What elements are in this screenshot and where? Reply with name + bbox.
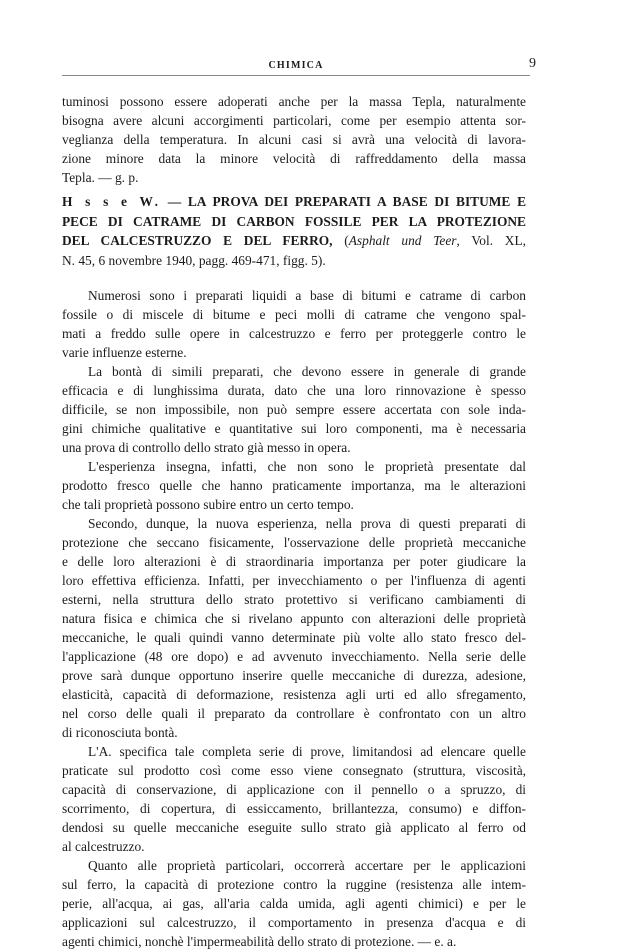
text-line: agenti chimici, nonchè l'impermeabilità dello strato di protezione. — e. a. — [62, 934, 457, 949]
running-title: CHIMICA — [268, 60, 324, 71]
text-line: Quanto alle proprietà particolari, occorrerà accertare per le applicazioni — [88, 858, 526, 873]
heading-line — [62, 192, 526, 212]
text-line: e delle loro alterazioni è di straordinaria importanza per poter giudicare la — [62, 554, 526, 569]
text-line: La bontà di simili preparati, che devono essere in generale di grande — [88, 364, 526, 379]
text-line: applicazioni sul calcestruzzo, il comportamento in presenza d'acqua e di — [62, 915, 526, 930]
text-line: praticate sul prodotto così come esso viene consegnato (struttura, viscosità, — [62, 763, 526, 778]
text-line: L'esperienza insegna, infatti, che non sono le proprietà presentate dal — [88, 459, 526, 474]
source-journal: Asphalt und Teer — [348, 233, 457, 248]
text-line: loro effettiva efficienza. Infatti, per invecchiamento o per l'influenza di agenti — [62, 573, 526, 588]
heading-line: PECE DI CATRAME DI CARBON FOSSILE PER LA PROTEZIONE — [62, 213, 526, 229]
text-line: sul ferro, la capacità di protezione contro la ruggine (resistenza alle intem- — [62, 877, 526, 892]
text-line: prove sarà dunque opportuno inserire quelle meccaniche di durezza, adesione, — [62, 668, 526, 683]
citation-volume: , Vol. XL, — [456, 233, 526, 248]
text-line: capacità di conservazione, di applicazione con il pennello o a spruzzo, di — [62, 782, 526, 797]
text-line: difficile, se non impossibile, non può sempre essere accertata con sole inda- — [62, 402, 526, 417]
text-line: protezione che seccano fisicamente, l'osservazione delle proprietà meccaniche — [62, 535, 526, 550]
text-line: perie, all'acqua, ai gas, all'aria calda umida, agli agenti chimici) e per le — [62, 896, 526, 911]
text-line: varie influenze esterne. — [62, 345, 187, 360]
heading-line: DEL CALCESTRUZZO E DEL FERRO, (Asphalt und Teer, Vol. XL, — [62, 233, 526, 248]
text-line: scorrimento, di copertura, di essiccamento, brillantezza, consumo) e diffon- — [62, 801, 526, 816]
text-line: Tepla. — g. p. — [62, 170, 139, 185]
text-line: che tali proprietà possono subire entro un certo tempo. — [62, 497, 354, 512]
text-line: una prova di controllo dello strato già messo in opera. — [62, 440, 351, 455]
text-line: prodotto fresco quelle che hanno praticamente importanza, ma le alterazioni — [62, 478, 526, 493]
page-number: 9 — [529, 56, 536, 71]
text-line: efficacia e di lunghissima durata, dato che una loro rinnovazione è spesso — [62, 383, 526, 398]
text-line: mati a freddo sulle opere in calcestruzzo e ferro per proteggerle contro le — [62, 326, 526, 341]
text-line: tuminosi possono essere adoperati anche per la massa Tepla, naturalmente — [62, 94, 526, 109]
text-line: bisogna avere alcuni accorgimenti particolari, come per esempio attenta sor- — [62, 113, 526, 128]
header-rule — [62, 75, 530, 76]
body-text — [62, 286, 526, 951]
text-line: meccaniche, le quali quindi vanno determinate più volte allo stato fresco del- — [62, 630, 526, 645]
text-line: Secondo, dunque, la nuova esperienza, nella prova di questi preparati di — [88, 516, 526, 531]
intro-paragraph — [62, 92, 526, 187]
text-line: natura fisica e chimica che si rivelano appunto con alterazioni delle proprietà — [62, 611, 526, 626]
text-line: veglianza della temperatura. In alcuni casi si avrà una velocità di lavora- — [62, 132, 526, 147]
text-line: nel corso delle quali il preparato da controllare è confrontato con un altro — [62, 706, 526, 721]
article-heading — [62, 192, 526, 270]
text-line: zione minore data la minore velocità di raffreddamento della massa — [62, 151, 526, 166]
article-title-part: — LA PROVA DEI PREPARATI A BASE DI BITUME E — [167, 194, 526, 209]
text-line: al calcestruzzo. — [62, 839, 145, 854]
text-line: Numerosi sono i preparati liquidi a base di bitumi e catrame di carbon — [88, 288, 526, 303]
text-line: l'applicazione (48 ore dopo) e ad avvenuto invecchiamento. Nella serie delle — [62, 649, 526, 664]
article-title-part: DEL CALCESTRUZZO E DEL FERRO, — [62, 233, 333, 248]
text-line: fossile o di miscele di bitume e peci molli di catrame che vengono spal- — [62, 307, 526, 322]
text-line: dendosi su quelle meccaniche eseguite sullo strato già applicato al ferro od — [62, 820, 526, 835]
citation-line: N. 45, 6 novembre 1940, pagg. 469-471, figg. 5). — [62, 252, 326, 268]
text-line: esterni, nella struttura dello strato protettivo si verificano cambiamenti di — [62, 592, 526, 607]
text-line: di riconosciuta bontà. — [62, 725, 178, 740]
article-author: H s s e W. — [62, 194, 161, 209]
page-header — [62, 56, 536, 80]
text-line: elasticità, capacità di deformazione, resistenza agli urti ed allo sfregamento, — [62, 687, 526, 702]
text-line: gini chimiche qualitative e quantitative sui loro componenti, ma è necessaria — [62, 421, 526, 436]
text-line: L'A. specifica tale completa serie di prove, limitandosi ad elencare quelle — [88, 744, 526, 759]
